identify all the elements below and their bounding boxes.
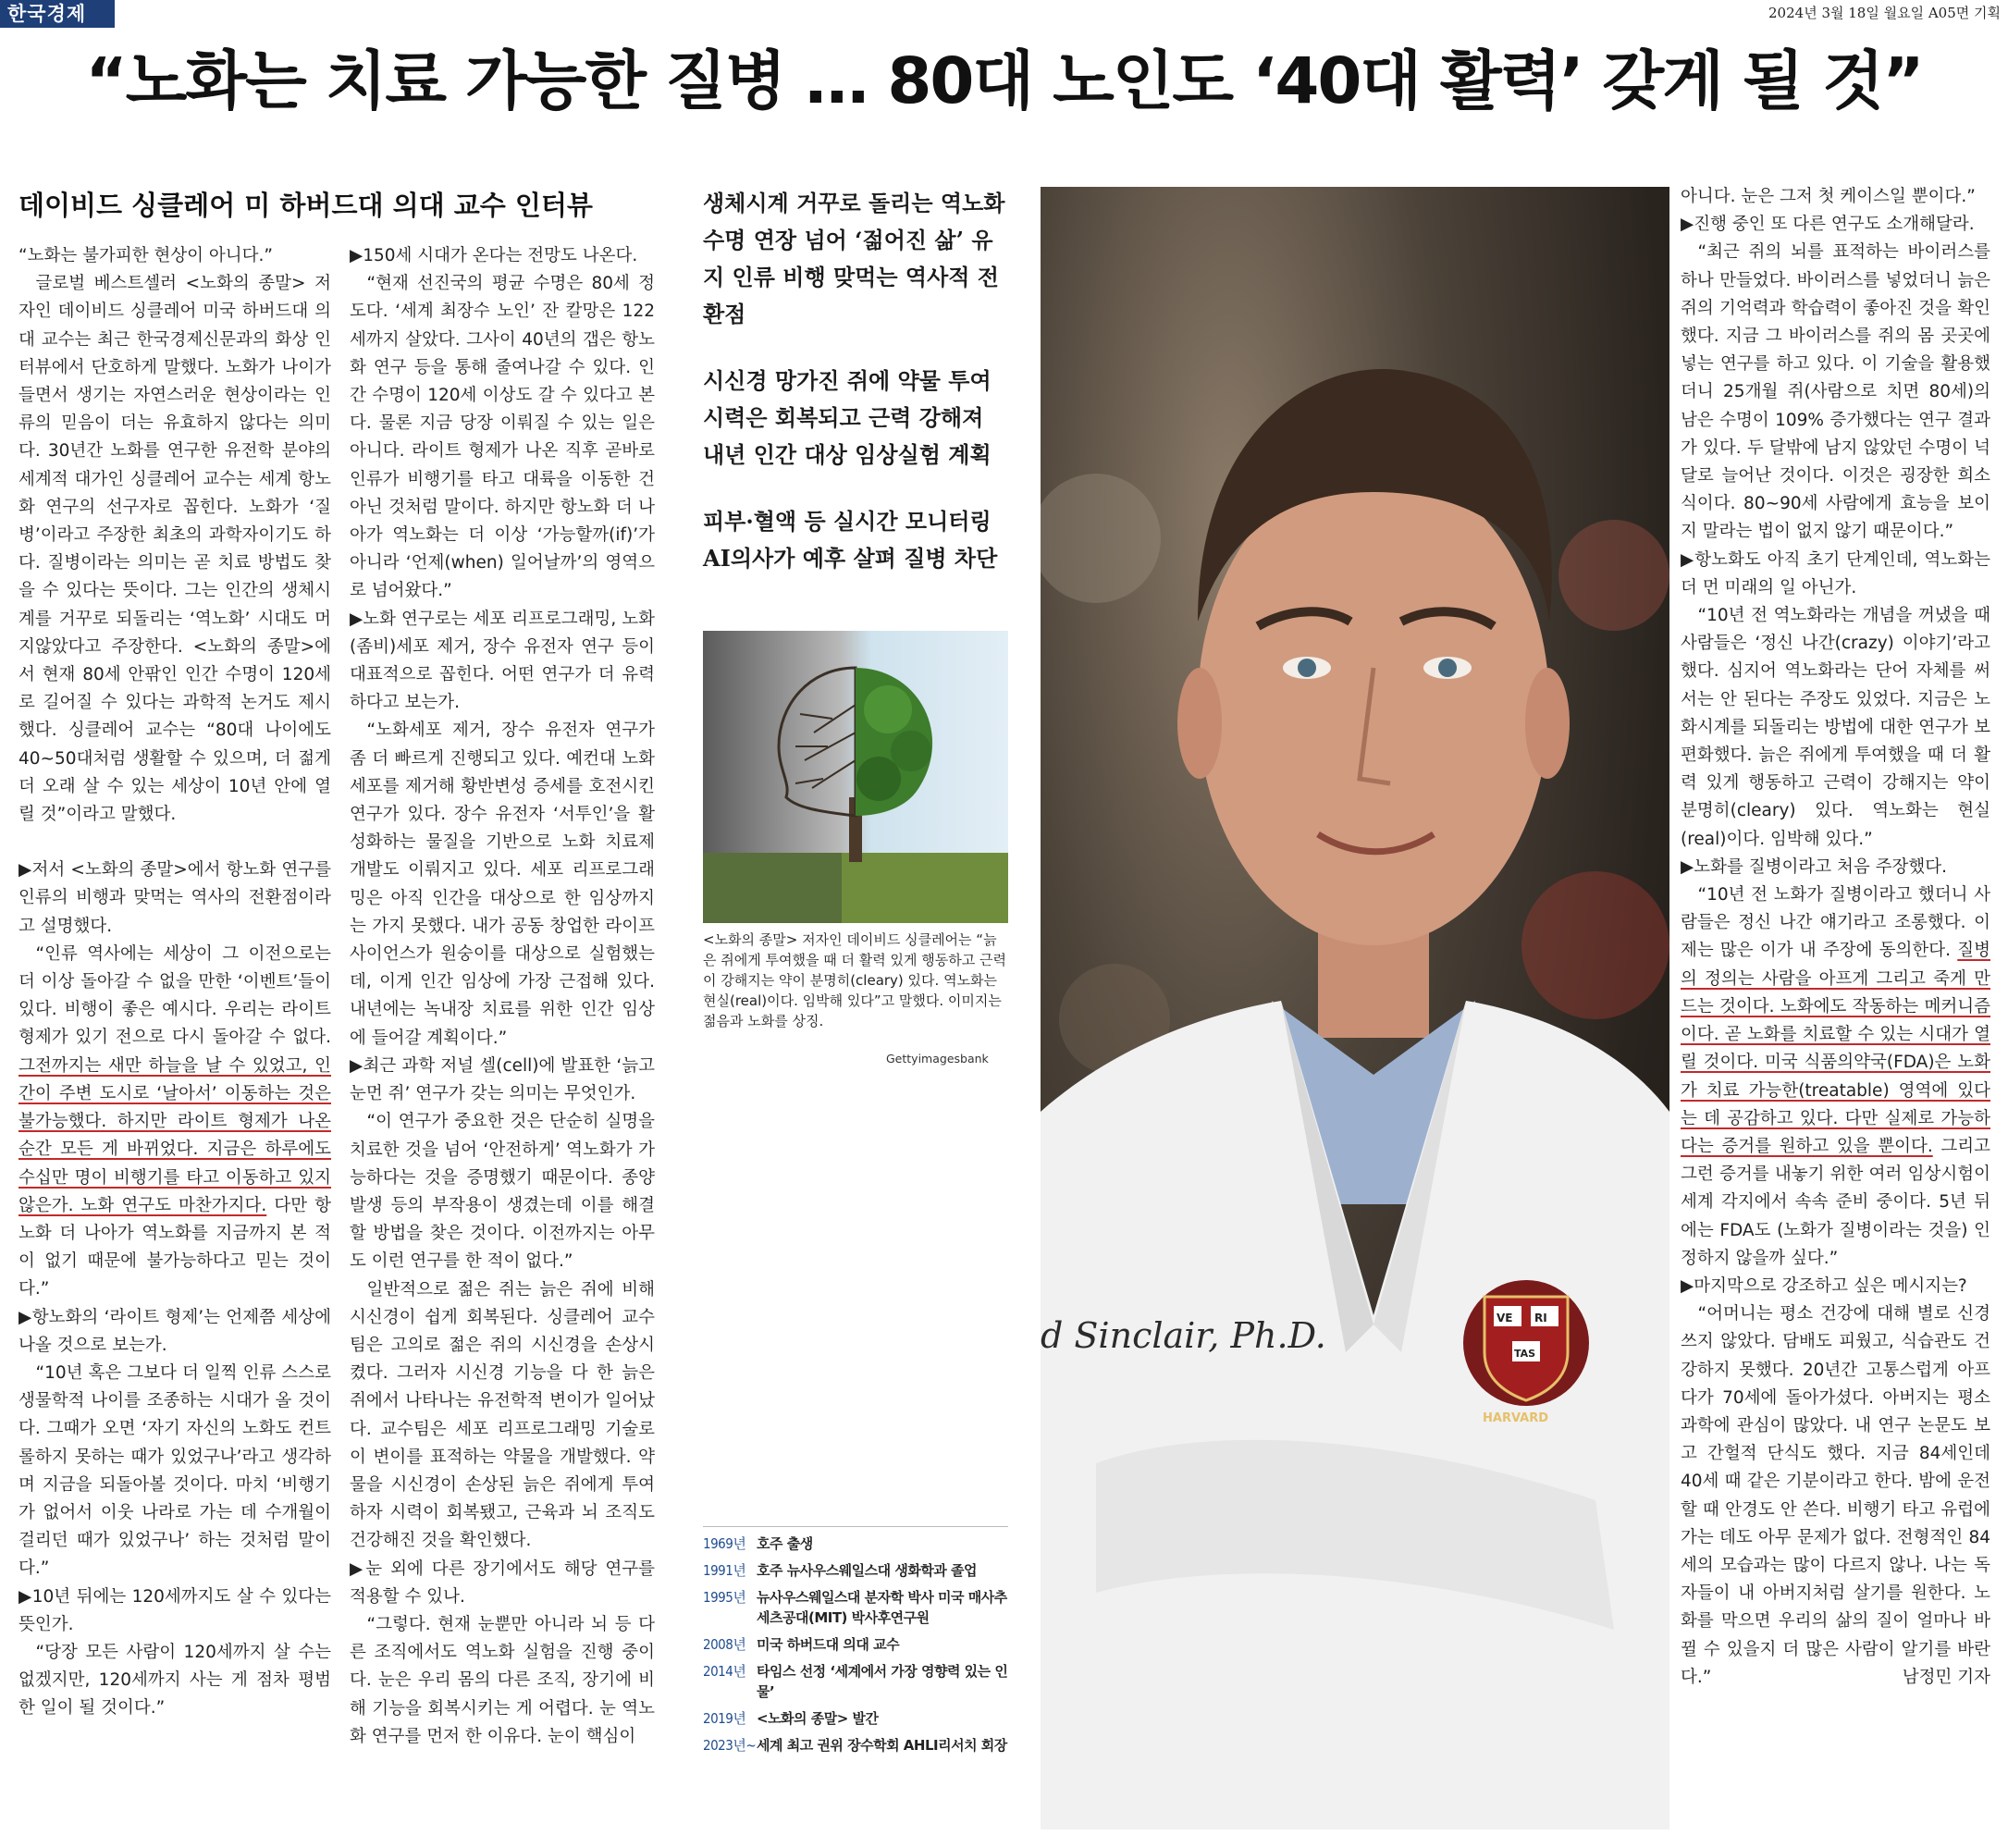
question: ▶최근 과학 저널 셀(cell)에 발표한 ‘늙고 눈먼 쥐’ 연구가 갖는 의미는 무엇인가. — [350, 1055, 655, 1104]
answer-text: “10년 전 노화가 질병이라고 했더니 사람들은 정신 나간 얘기라고 조롱했다. 이제는 많은 이가 내 주장에 동의한다. — [1681, 885, 1990, 961]
intro-paragraph: 글로벌 베스트셀러 <노화의 종말> 저자인 데이비드 싱클레어 미국 하버드대 의대 교수는 최근 한국경제신문과의 화상 인터뷰에서 단호하게 말했다. 노화가 나이가 들면서 생기는 자연스러운 현상이라는 인류의 믿음이 더는 유효하지 않다는 의미다. 30년간 노화를 연구한 유전학 분야의 세계적 대가인 싱클레어 교수는 세계 항노화 연구의 선구자로 꼽힌다. 노화가 ‘질병’이라고 주장한 최초의 과학자이기도 하다. 질병이라는 의미는 곧 치료 방법도 찾을 수 있다는 뜻이다. 그는 인간의 생체시계를 거꾸로 되돌리는 ‘역노화’ 시대도 머지않았다고 주장한다. <노화의 종말>에서 현재 80세 안팎인 인간 수명이 120세로 길어질 수 있다는 과학적 논거도 제시했다. 싱클레어 교수는 “80대 나이에도 40~50대처럼 생활할 수 있으며, 더 젊게 더 오래 살 수 있는 세상이 10년 안에 열릴 것”이라고 말했다. — [18, 274, 331, 825]
crest-word: HARVARD — [1483, 1411, 1548, 1425]
timeline-year: 1995년 — [703, 1589, 746, 1606]
underlined-passage: 질병의 정의는 사람을 아프게 그리고 죽게 만드는 것이다. 노화에도 작동하는 메커니즘이다. 곧 노화를 치료할 수 있는 시대가 열릴 것이다. 미국 식품의약국(FDA)은 노화가 치료 가능한(treatable) 영역에 있다는 데 공감하고 있다. 다만 실제로 가능하다는 증거를 원하고 있을 뿐이다. — [1681, 941, 1990, 1156]
timeline-row — [703, 1534, 1008, 1554]
subheadline: 데이비드 싱클레어 미 하버드대 의대 교수 인터뷰 — [18, 190, 593, 221]
deck-2: 시신경 망가진 쥐에 약물 투여 시력은 회복되고 근력 강해져 내년 인간 대상 임상실험 계획 — [703, 367, 992, 468]
timeline-year: 2023년~ — [703, 1737, 757, 1754]
byline: 남정민 기자 — [1902, 1667, 1990, 1687]
answer-paragraph: “10년 혹은 그보다 더 일찍 인류 스스로 생물학적 나이를 조종하는 시대가 올 것이다. 그때가 오면 ‘자기 자신의 노화도 컨트롤하지 못하는 때가 있었구나’라고 생각하며 지금을 되돌아볼 것이다. 마치 ‘비행기가 없어서 이웃 나라로 가는 데 수개월이 걸리던 때가 있었구나’ 하는 것처럼 말이다.” — [18, 1362, 331, 1579]
timeline-event: 미국 하버드대 의대 교수 — [757, 1636, 900, 1653]
answer-paragraph: “당장 모든 사람이 120세까지 살 수는 없겠지만, 120세까지 사는 게 점차 평범한 일이 될 것이다.” — [18, 1642, 331, 1719]
question: ▶항노화도 아직 초기 단계인데, 역노화는 더 먼 미래의 일 아닌가. — [1681, 549, 1990, 598]
timeline-event: 뉴사우스웨일스대 분자학 박사 미국 매사추세츠공대(MIT) 박사후연구원 — [757, 1589, 1007, 1626]
timeline-row — [703, 1661, 1008, 1702]
timeline-year: 1969년 — [703, 1535, 746, 1552]
question: ▶항노화의 ‘라이트 형제’는 언제쯤 세상에 나올 것으로 보는가. — [18, 1307, 331, 1355]
article-column-3 — [1681, 183, 1990, 1843]
answer-paragraph: “현재 선진국의 평균 수명은 80세 정도다. ‘세계 최장수 노인’ 잔 칼망은 122세까지 살았다. 그사이 40년의 갭은 항노화 연구 등을 통해 줄여나갈 수 있다. 인간 수명이 120세 이상도 갈 수 있다고 본다. 물론 지금 당장 이뤄질 수 있는 일은 아니다. 라이트 형제가 나온 직후 곧바로 인류가 비행기를 타고 대륙을 이동한 건 아닌 것처럼 말이다. 하지만 항노화 더 나아가 역노화는 더 이상 ‘가능할까(if)’가 아니라 ‘언제(when) 일어날까’의 영역으로 넘어왔다.” — [350, 274, 655, 601]
coat-embroidery: d Sinclair, Ph.D. — [1041, 1315, 1326, 1356]
question: ▶눈 외에 다른 장기에서도 해당 연구를 적용할 수 있나. — [350, 1558, 655, 1607]
answer-paragraph: “노화세포 제거, 장수 유전자 연구가 좀 더 빠르게 진행되고 있다. 예컨대 노화세포를 제거해 황반변성 증세를 호전시킨 연구가 있다. 장수 유전자 ‘서투인’을 활성화하는 물질을 기반으로 노화 치료제 개발도 이뤄지고 있다. 세포 리프로그래밍은 아직 인간을 대상으로 한 임상까지는 가지 못했다. 내가 공동 창업한 라이프사이언스가 원숭이를 대상으로 실험했는데, 이게 인간 임상에 가장 근접해 있다. 내년에는 녹내장 치료를 위한 인간 임상에 들어갈 계획이다.” — [350, 721, 655, 1048]
answer-paragraph — [1681, 1300, 1990, 1692]
answer-text: 다만 항노화 더 나아가 역노화를 지금까지 본 적이 없기 때문에 불가능하다고 믿는 것이다.” — [18, 1195, 331, 1300]
portrait-photo — [1041, 187, 1669, 1830]
timeline-event: 호주 뉴사우스웨일스대 생화학과 졸업 — [757, 1562, 978, 1579]
question: ▶노화를 질병이라고 처음 주장했다. — [1681, 856, 1947, 877]
timeline-row — [703, 1708, 1008, 1729]
lead-quote: “노화는 불가피한 현상이 아니다.” — [18, 246, 274, 265]
photo-caption: <노화의 종말> 저자인 데이비드 싱클레어는 “늙은 쥐에게 투여했을 때 더 활력 있게 행동하고 근력이 강해지는 약이 분명히(cleary) 있다. 역노화는 현실(real)이다. 임박해 있다”고 말했다. 이미지는 젊음과 노화를 상징. — [703, 931, 1006, 1029]
headline: “노화는 치료 가능한 질병 … 80대 노인도 ‘40대 활력’ 갖게 될 것” — [85, 44, 1923, 118]
answer-text: “어머니는 평소 건강에 대해 별로 신경 쓰지 않았다. 담배도 피웠고, 식습관도 건강하지 못했다. 20년간 고통스럽게 아프다가 70세에 돌아가셨다. 아버지는 평소 과학에 관심이 많았다. 내 연구 논문도 보고 간헐적 단식도 했다. 지금 84세인데 40세 때 같은 기분이라고 한다. 밤에 운전할 때 안경도 안 쓴다. 비행기 타고 유럽에 가는 데도 아무 문제가 없다. 전형적인 84세의 모습과는 많이 다르지 않나. 나는 독자들이 내 아버지처럼 살기를 원한다. 노화를 막으면 우리의 삶의 질이 얼마나 바뀔 수 있을지 더 많은 사람이 알기를 바란다.” — [1681, 1304, 1990, 1687]
timeline-event: 세계 최고 권위 장수학회 AHLI리서치 회장 — [757, 1737, 1007, 1754]
question: ▶진행 중인 또 다른 연구도 소개해달라. — [1681, 215, 1975, 235]
timeline-event: 타임스 선정 ‘세계에서 가장 영향력 있는 인물’ — [757, 1663, 1008, 1700]
timeline-year: 2019년 — [703, 1710, 746, 1727]
article-column-1 — [18, 242, 331, 1842]
crest-word: TAS — [1514, 1348, 1536, 1360]
timeline-event: <노화의 종말> 발간 — [757, 1710, 879, 1727]
timeline-row — [703, 1560, 1008, 1581]
article-column-2 — [350, 242, 655, 1842]
newspaper-masthead: 한국경제 — [0, 0, 115, 28]
image-credit: Gettyimagesbank — [886, 1052, 989, 1066]
dateline: 2024년 3월 18일 월요일 A05면 기획 — [1768, 5, 2001, 21]
aging-tree-illustration — [703, 631, 1008, 923]
narrative-paragraph: 일반적으로 젊은 쥐는 늙은 쥐에 비해 시신경이 쉽게 회복된다. 싱클레어 교수팀은 고의로 젊은 쥐의 시신경을 손상시켰다. 그러자 시신경 기능을 다 한 늙은 쥐에서 나타나는 유전학적 변이가 일어났다. 교수팀은 세포 리프로그래밍 기술로 이 변이를 표적하는 약물을 개발했다. 약물을 시신경이 손상된 늙은 쥐에게 투여하자 시력이 회복됐고, 근육과 뇌 조직도 건강해진 것을 확인했다. — [350, 1279, 655, 1551]
deck-1: 생체시계 거꾸로 돌리는 역노화 수명 연장 넘어 ‘젊어진 삶’ 유지 인류 비행 맞먹는 역사적 전환점 — [703, 190, 1005, 327]
timeline-year: 2008년 — [703, 1636, 746, 1653]
deck-3: 피부·혈액 등 실시간 모니터링 AI의사가 예후 살펴 질병 차단 — [703, 508, 998, 572]
answer-text: 그리고 그런 증거를 내놓기 위한 여러 임상시험이 세계 각지에서 속속 준비 중이다. 5년 뒤에는 FDA도 (노화가 질병이라는 것을) 인정하지 않을까 싶다.” — [1681, 1136, 1990, 1268]
question: ▶마지막으로 강조하고 싶은 메시지는? — [1681, 1275, 1967, 1296]
question: ▶저서 <노화의 종말>에서 항노화 연구를 인류의 비행과 맞먹는 역사의 전환점이라고 설명했다. — [18, 860, 331, 936]
answer-text: “인류 역사에는 세상이 그 이전으로는 더 이상 돌아갈 수 없을 만한 ‘이벤트’들이 있다. 비행이 좋은 예시다. 우리는 라이트 형제가 있기 전으로 다시 돌아갈 수 없다. — [18, 943, 331, 1048]
timeline-row — [703, 1587, 1008, 1628]
timeline-event: 호주 출생 — [757, 1535, 813, 1552]
answer-paragraph — [1681, 881, 1990, 1273]
answer-paragraph — [18, 941, 331, 1304]
summary-decks — [703, 185, 1008, 607]
underlined-passage: 그전까지는 새만 하늘을 날 수 있었고, 인간이 주변 도시로 ‘날아서’ 이동하는 것은 불가능했다. 하지만 라이트 형제가 나온 순간 모든 게 바뀌었다. 지금은 하루에도 수십만 명이 비행기를 타고 이동하고 있지 않은가. 노화 연구도 마찬가지다. — [18, 1055, 331, 1215]
answer-paragraph: 아니다. 눈은 그저 첫 케이스일 뿐이다.” — [1681, 187, 1976, 206]
answer-paragraph: “그렇다. 현재 눈뿐만 아니라 뇌 등 다른 조직에서도 역노화 실험을 진행 중이다. 눈은 우리 몸의 다른 조직, 장기에 비해 기능을 회복시키는 게 어렵다. 눈 역노화 연구를 먼저 한 이유다. 눈이 핵심이 — [350, 1614, 655, 1746]
crest-word: RI — [1534, 1312, 1547, 1324]
tree-head-icon — [703, 631, 1008, 923]
timeline-row — [703, 1735, 1008, 1756]
question: ▶150세 시대가 온다는 전망도 나온다. — [350, 246, 638, 265]
answer-paragraph: “10년 전 역노화라는 개념을 꺼냈을 때 사람들은 ‘정신 나간(crazy) 이야기’라고 했다. 심지어 역노화라는 단어 자체를 써서는 안 된다는 주장도 있었다. 지금은 노화시계를 되돌리는 방법에 대한 연구가 보편화했다. 늙은 쥐에게 투여했을 때 더 활력 있게 행동하고 근력이 강해지는 약이 분명히(cleary) 있다. 역노화는 현실(real)이다. 임박해 있다.” — [1681, 606, 1990, 849]
profile-timeline — [703, 1526, 1008, 1756]
question: ▶10년 뒤에는 120세까지도 살 수 있다는 뜻인가. — [18, 1586, 331, 1634]
answer-paragraph: “최근 쥐의 뇌를 표적하는 바이러스를 하나 만들었다. 바이러스를 넣었더니 늙은 쥐의 기억력과 학습력이 좋아진 것을 확인했다. 지금 그 바이러스를 쥐의 몸 곳곳에 넣는 연구를 하고 있다. 이 기술을 활용했더니 25개월 쥐(사람으로 치면 80세)의 남은 수명이 109% 증가했다는 연구 결과가 있다. 두 달밖에 남지 않았던 수명이 넉 달로 늘어난 것이다. 이것은 굉장한 희소식이다. 80~90세 사람에게 효능을 보이지 말라는 법이 없지 않기 때문이다.” — [1681, 242, 1990, 542]
crest-word: VE — [1497, 1312, 1513, 1324]
timeline-year: 2014년 — [703, 1663, 746, 1680]
timeline-year: 1991년 — [703, 1562, 746, 1579]
timeline-row — [703, 1634, 1008, 1655]
answer-paragraph: “이 연구가 중요한 것은 단순히 실명을 치료한 것을 넘어 ‘안전하게’ 역노화가 가능하다는 것을 증명했기 때문이다. 종양 발생 등의 부작용이 생겼는데 이를 해결할 방법을 찾은 것이다. 이전까지는 아무도 이런 연구를 한 적이 없다.” — [350, 1112, 655, 1272]
question: ▶노화 연구로는 세포 리프로그래밍, 노화(좀비)세포 제거, 장수 유전자 연구 등이 대표적으로 꼽힌다. 어떤 연구가 더 유력하다고 보는가. — [350, 609, 655, 713]
portrait-illustration — [1041, 187, 1669, 1830]
